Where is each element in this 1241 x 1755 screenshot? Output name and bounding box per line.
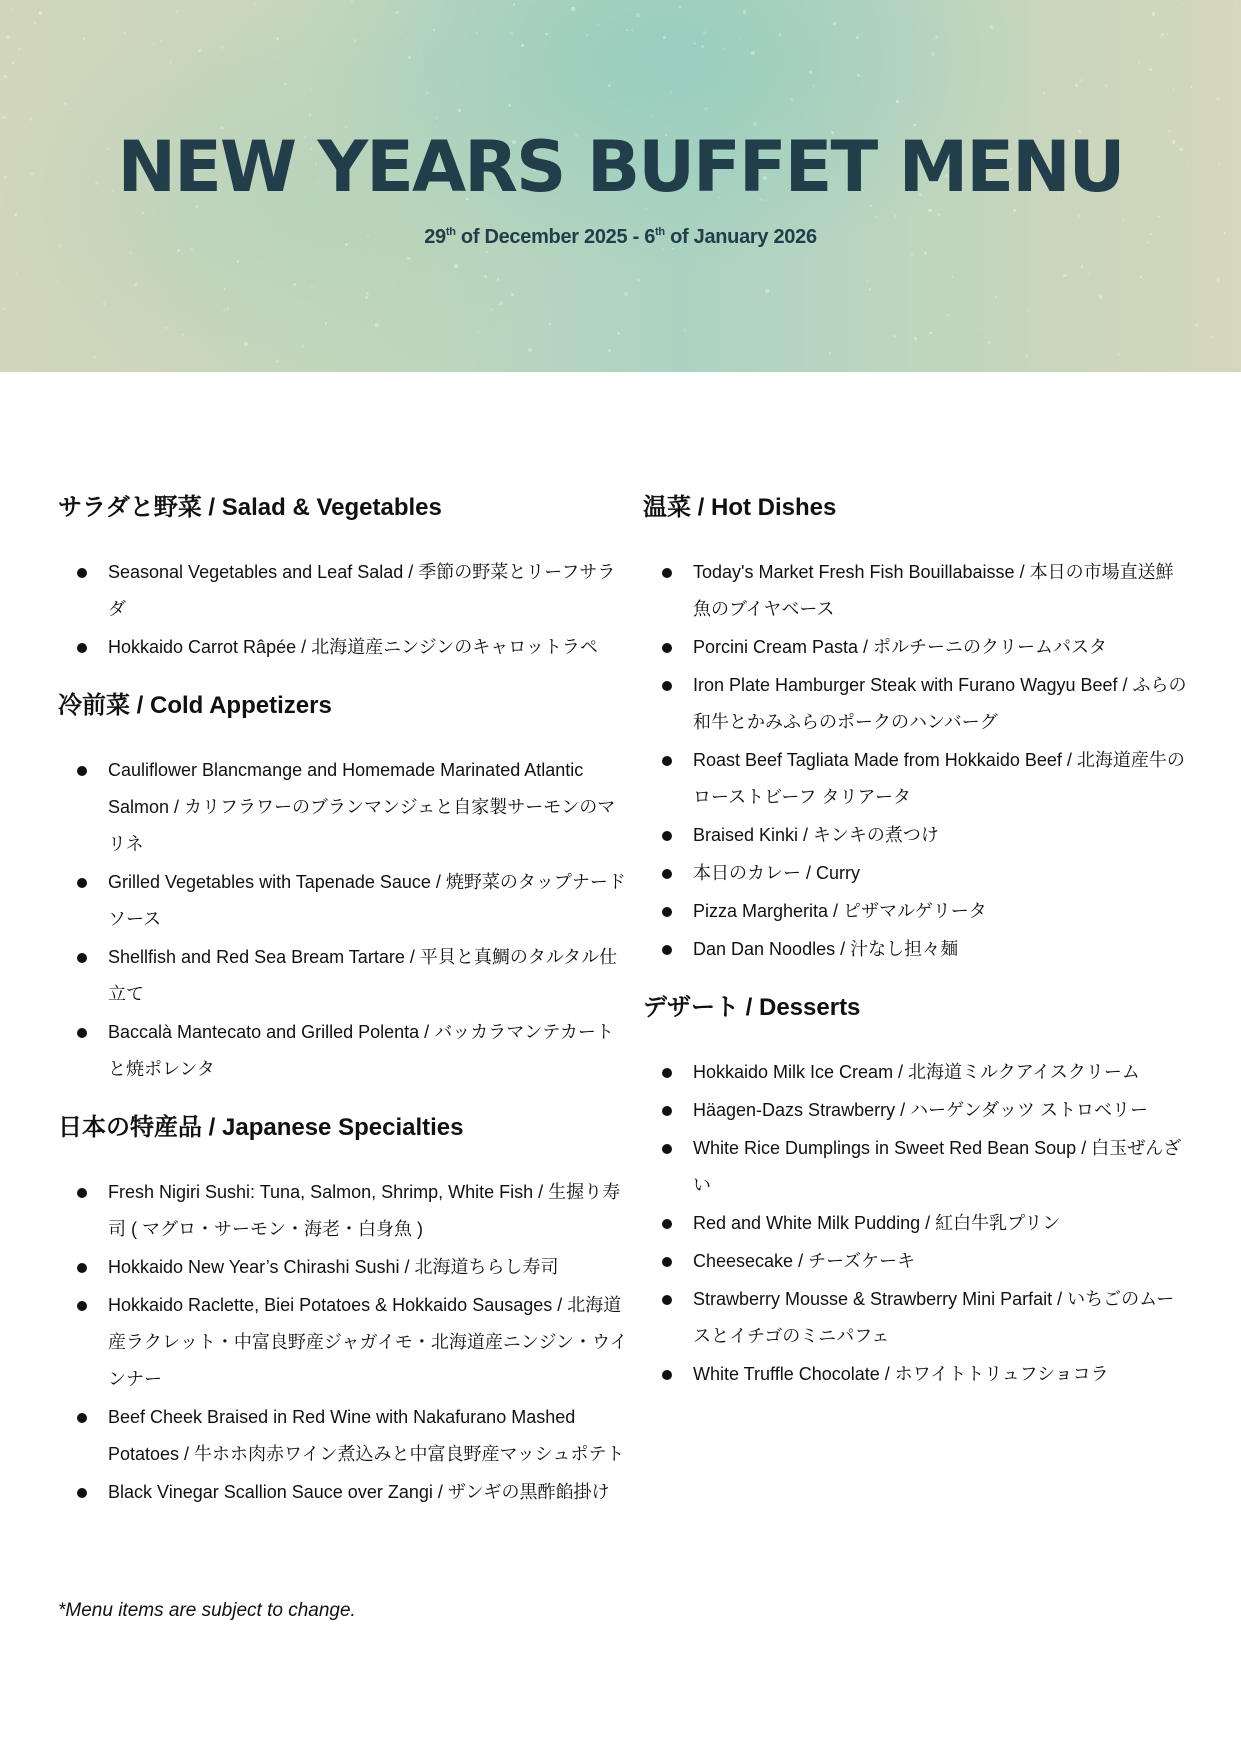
menu-item [58, 752, 628, 863]
bullet-icon [662, 945, 672, 955]
date-middle: of December 2025 - 6 [455, 226, 656, 248]
menu-item-text: Häagen-Dazs Strawberry / ハーゲンダッツ ストロベリー [693, 1100, 1149, 1120]
menu-item [643, 1130, 1188, 1204]
menu-item-text: Iron Plate Hamburger Steak with Furano Wagyu Beef / ふらの和牛とかみふらのポークのハンバーグ [693, 675, 1187, 732]
bullet-icon [77, 568, 87, 578]
menu-item-list [58, 554, 628, 666]
menu-section-desserts [643, 988, 1188, 1393]
menu-item [58, 629, 628, 666]
bullet-icon [662, 1219, 672, 1229]
menu-item [643, 1281, 1188, 1355]
footnote: *Menu items are subject to change. [58, 1600, 356, 1621]
menu-item [643, 554, 1188, 628]
bullet-icon [662, 1144, 672, 1154]
menu-item-text: Grilled Vegetables with Tapenade Sauce / 焼野菜のタップナードソース [108, 872, 626, 929]
menu-item-text: Braised Kinki / キンキの煮つけ [693, 825, 939, 845]
page-title: NEW YEARS BUFFET MENU [117, 126, 1124, 208]
bullet-icon [77, 878, 87, 888]
menu-item [643, 667, 1188, 741]
bullet-icon [662, 1370, 672, 1380]
menu-item [643, 1356, 1188, 1393]
section-title: 温菜 / Hot Dishes [643, 494, 837, 521]
menu-item-text: Hokkaido Milk Ice Cream / 北海道ミルクアイスクリーム [693, 1062, 1140, 1082]
menu-item-text: Strawberry Mousse & Strawberry Mini Parfait / いちごのムースとイチゴのミニパフェ [693, 1289, 1175, 1346]
menu-section-salad-vegetables [58, 488, 628, 666]
menu-item [58, 864, 628, 938]
bullet-icon [662, 1106, 672, 1116]
menu-item-list [643, 554, 1188, 968]
menu-item [643, 629, 1188, 666]
bullet-icon [77, 1188, 87, 1198]
menu-section-cold-appetizers [58, 686, 628, 1088]
date-suffix-start: th [445, 226, 456, 238]
menu-item-text: Baccalà Mantecato and Grilled Polenta / バッカラマンテカートと焼ポレンタ [108, 1022, 614, 1079]
date-day-start: 29 [424, 226, 446, 248]
bullet-icon [662, 907, 672, 917]
menu-item [643, 855, 1188, 892]
menu-item-text: Hokkaido Raclette, Biei Potatoes & Hokkaido Sausages / 北海道産ラクレット・中富良野産ジャガイモ・北海道産ニンジン・ウインナー [108, 1295, 628, 1389]
bullet-icon [662, 681, 672, 691]
bullet-icon [662, 869, 672, 879]
menu-item-text: Black Vinegar Scallion Sauce over Zangi / ザンギの黒酢餡掛け [108, 1482, 610, 1502]
menu-item-text: White Rice Dumplings in Sweet Red Bean Soup / 白玉ぜんざい [693, 1138, 1182, 1195]
bullet-icon [77, 1263, 87, 1273]
menu-item-list [58, 752, 628, 1088]
bullet-icon [662, 1295, 672, 1305]
section-title: デザート / Desserts [643, 994, 861, 1021]
menu-item [643, 1054, 1188, 1091]
menu-item [643, 893, 1188, 930]
menu-item [58, 1249, 628, 1286]
menu-section-japanese-specialties [58, 1108, 628, 1511]
bullet-icon [77, 643, 87, 653]
menu-item-text: Today's Market Fresh Fish Bouillabaisse / 本日の市場直送鮮魚のブイヤベース [693, 562, 1174, 619]
bullet-icon [77, 766, 87, 776]
menu-item-text: Seasonal Vegetables and Leaf Salad / 季節の野菜とリーフサラダ [108, 562, 616, 619]
menu-item-list [58, 1174, 628, 1511]
menu-item-text: Red and White Milk Pudding / 紅白牛乳プリン [693, 1213, 1061, 1233]
menu-item [58, 554, 628, 628]
menu-item [58, 1287, 628, 1398]
bullet-icon [662, 1257, 672, 1267]
menu-item [643, 1243, 1188, 1280]
bullet-icon [77, 1028, 87, 1038]
menu-item-text: Beef Cheek Braised in Red Wine with Nakafurano Mashed Potatoes / 牛ホホ肉赤ワイン煮込みと中富良野産マッシュポテト [108, 1407, 625, 1464]
date-range [0, 226, 1241, 249]
section-title: 日本の特産品 / Japanese Specialties [58, 1114, 464, 1141]
date-suffix-end: th [655, 226, 665, 238]
bullet-icon [77, 1413, 87, 1423]
menu-item [58, 939, 628, 1013]
bullet-icon [662, 1068, 672, 1078]
menu-item-text: Roast Beef Tagliata Made from Hokkaido Beef / 北海道産牛のローストビーフ タリアータ [693, 750, 1185, 807]
menu-item-text: Cheesecake / チーズケーキ [693, 1251, 916, 1271]
menu-item [643, 1092, 1188, 1129]
menu-item [58, 1174, 628, 1248]
menu-item-text: Fresh Nigiri Sushi: Tuna, Salmon, Shrimp, White Fish / 生握り寿司 ( マグロ・サーモン・海老・白身魚 ) [108, 1182, 621, 1239]
menu-item-text: 本日のカレー / Curry [693, 863, 861, 883]
bullet-icon [662, 831, 672, 841]
bullet-icon [77, 1488, 87, 1498]
menu-item [643, 1205, 1188, 1242]
menu-section-hot-dishes [643, 488, 1188, 968]
menu-item-text: White Truffle Chocolate / ホワイトトリュフショコラ [693, 1364, 1109, 1384]
bullet-icon [662, 643, 672, 653]
menu-item-list [643, 1054, 1188, 1393]
menu-item-text: Pizza Margherita / ピザマルゲリータ [693, 901, 987, 921]
menu-item-text: Porcini Cream Pasta / ポルチーニのクリームパスタ [693, 637, 1108, 657]
header-banner [0, 0, 1241, 372]
menu-item-text: Dan Dan Noodles / 汁なし担々麺 [693, 939, 959, 959]
bullet-icon [662, 756, 672, 766]
right-column [643, 488, 1188, 1413]
menu-item [643, 817, 1188, 854]
bullet-icon [77, 1301, 87, 1311]
date-end: of January 2026 [664, 226, 817, 248]
menu-item [58, 1474, 628, 1511]
section-title: サラダと野菜 / Salad & Vegetables [58, 494, 442, 521]
menu-item [643, 931, 1188, 968]
left-column [58, 488, 628, 1531]
bullet-icon [77, 953, 87, 963]
menu-item-text: Cauliflower Blancmange and Homemade Marinated Atlantic Salmon / カリフラワーのブランマンジェと自家製サーモンのマリネ [108, 760, 616, 854]
menu-item [643, 742, 1188, 816]
menu-item-text: Shellfish and Red Sea Bream Tartare / 平貝と真鯛のタルタル仕立て [108, 947, 618, 1004]
section-title: 冷前菜 / Cold Appetizers [58, 692, 332, 719]
menu-item-text: Hokkaido Carrot Râpée / 北海道産ニンジンのキャロットラペ [108, 637, 598, 657]
bullet-icon [662, 568, 672, 578]
menu-item [58, 1399, 628, 1473]
menu-item [58, 1014, 628, 1088]
menu-item-text: Hokkaido New Year’s Chirashi Sushi / 北海道ちらし寿司 [108, 1257, 559, 1277]
